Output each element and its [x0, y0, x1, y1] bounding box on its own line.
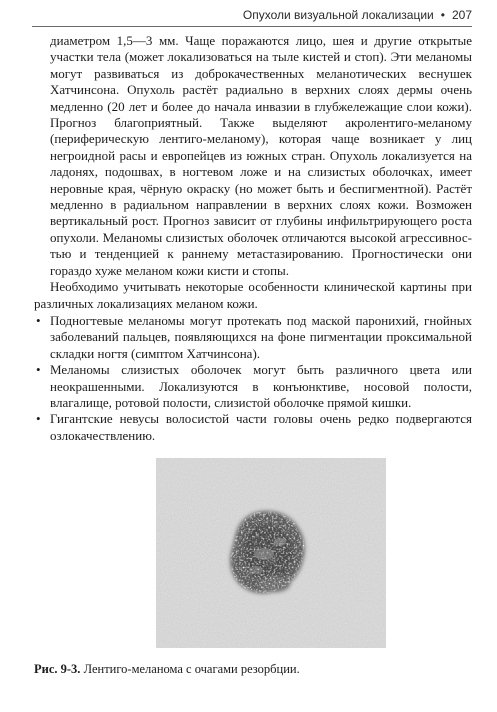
list-item [34, 362, 472, 411]
bullet-text: Гигантские невусы волосистой части головы очень редко подвергаются озлокачествлению. [50, 411, 472, 443]
section-title: Опухоли визуальной локализации [242, 8, 434, 22]
header-separator: • [440, 8, 445, 22]
body-text [34, 33, 472, 444]
caption-text: Лентиго-меланома с очагами резорбции. [80, 662, 300, 676]
figure-photo [156, 458, 386, 648]
bullet-list [34, 313, 472, 444]
figure-caption [34, 661, 472, 677]
intro-paragraph: Необходимо учитывать некоторые особенности клинической картины при различных локализациях меланом кожи. [34, 279, 472, 311]
bullet-marker: • [36, 312, 41, 328]
list-item [34, 313, 472, 362]
bullet-text: Меланомы слизистых оболочек могут быть различного цвета или неокрашенными. Локализуются в конъюнктиве, носовой полости, влагалище, ротовой полости, слизистой оболочке прямой кишки. [50, 362, 472, 410]
bullet-marker: • [36, 411, 41, 427]
lesion-photo [156, 458, 386, 648]
continued-paragraph: диаметром 1,5—3 мм. Чаще поражаются лицо, шея и другие открытые участки тела (может локализоваться на тыле кистей и стоп). Эти меланомы могут развиваться из доброкачественных меланотических веснушек Хатчинсона. Опухоль растёт радиально в верхних слоях дермы очень медленно (20 лет и более до начала инвазии в глубжележащие слои кожи). Прогноз благоприятный. Также выделяют акролентиго-меланому (периферическую лентиго-меланому), которая чаще возникает у лиц негроидной расы и европейцев из южных стран. Опухоль локализуется на ладонях, подошвах, в ногтевом ложе и на слизистых оболочках, имеет неровные края, чёрную окраску (но может быть и беспигментной). Растёт медленно в радиальном направлении в верхних слоях кожи. Возможен вертикальный рост. Прогноз зависит от глубины инфильтрирующего роста опухоли. Меланомы слизистых оболочек отличаются высокой агрессивностью и тенденцией к раннему метастазированию. Прогностически они гораздо хуже меланом кожи кисти и стопы. [50, 33, 472, 278]
bullet-text: Подногтевые меланомы могут протекать под маской паронихий, гнойных заболеваний пальцев, появляющихся на фоне пигментации проксимальной складки ногтя (симптом Хатчинсона). [50, 312, 472, 361]
bullet-marker: • [36, 362, 41, 378]
caption-label: Рис. 9-3. [34, 662, 81, 676]
header-rule [32, 26, 472, 27]
running-header [32, 6, 472, 24]
list-item [34, 411, 472, 444]
page-number: 207 [451, 8, 472, 22]
